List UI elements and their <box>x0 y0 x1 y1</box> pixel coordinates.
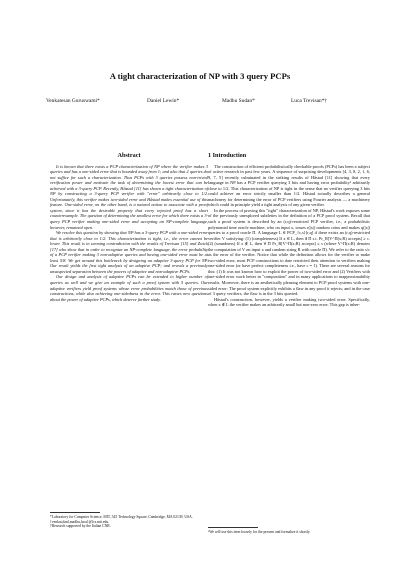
introduction-column <box>208 153 370 308</box>
abstract-paragraph: We resolve this question by showing that NP has a 3-query PCP with a one-sided error that is arbitrarily close to 1/2. This characterization is tight, i.e., the error cannot be lower. This result is in seeming contradiction with the results of Trevisan [15] and Zwick [17] who show that in order to recognize an NP-complete language, the error probability of a PCP verifier making 3 non-adaptive queries and having one-sided error must be at least 5/8. We get around this bottleneck by designing an adaptive 3-query PCP for NP. Our result yields the first tight analysis of an adaptive PCP; and reveals a previously unsuspected separation between the powers of adaptive and non-adaptive PCPs. <box>50 230 208 274</box>
author-name: Luca Trevisan*† <box>291 98 328 104</box>
introduction-paragraph: The construction of efficient probabilistically checkable proofs (PCPs) has been a subject of active research in past few years. A sequence of surprising developments [4, 3, 8, 2, 1, 6, 9, 7, 5] recently culminated in the striking results of Håstad [11] showing that every language in NP has a PCP verifier querying 3 bits and having error probability¹ arbitrarily close to 1/2. This characterization of NP is tight in the sense that no verifier querying 3 bits could achieve an error strictly smaller than 1/2. Håstad actually describes a general machinery for determining the error of PCP verifiers using Fourier analysis — a machinery which could in principle yield a tight analysis of any given verifier. <box>208 163 370 208</box>
abstract-paragraph: It is known that there exists a PCP characterization of NP where the verifier makes 3 queries and has a one-sided error that is bounded away from 1; and also that 2 queries do not suffice for such a characterization. Thus PCPs with 3 queries possess non-trivial verification power and motivate the task of determining the lowest error that can be achieved with a 3-query PCP. Recently, Håstad [11] has shown a tight characterization of NP by constructing a 3-query PCP verifier with "error" arbitrarily close to 1/2. Unfortunately, this verifier makes two-sided error and Håstad makes essential use of this feature. One-sided error, on the other hand, is a natural notion to associate with a proof system, since it has the desirable property that every rejected proof has a short counterexample. The question of determining the smallest error for which there exists a 3-query PCP verifier making one-sided error and accepting an NP-complete language, however, remained open. <box>50 163 208 230</box>
introduction-paragraph: In the process of proving this "tight" characterization of NP, Håstad's work exposes some of the previously unexplored subtleties in the definition of a PCP proof system. Recall that such a proof system is described by an (r,q)-restricted PCP verifier, i.e., a probabilistic polynomial time oracle machine, who on input x, tosses r(|x|) random coins and makes q(|x|) queries to a proof oracle Π. A language L ∈ PCP_{c,s}[r,q] if there exists an (r,q)-restricted verifier V satisfying: (1) (completeness) If x ∈ L, then ∃ Π s.t. Pr_R[V^Π(x;R) accepts] ≥ c. (2) (soundness) If x ∉ L, then ∀ Π Pr_R[V^Π(x;R) accepts] ≤ s (where V^Π(x;R) denotes the computation of V on input x and random string R with oracle Π). We refer to the ratio s/c as the error of the verifier. Notice that while the definition allows for the verifier to make two-sided error, most PCP constructions to date restricted their attention to verifiers making one-sided error (or have perfect completeness i.e., have c = 1). There are several reasons for this: (1) It was not known how to exploit the power of two-sided error and (2) Verifiers with one-sided error work better in "composition" and in many applications to inapproximability results. Moreover, there is an aesthetically pleasing element to PCP proof systems with one-sided error: The proof system explicitly exhibits a flaw in any proof it rejects; and in the case of 3 query verifiers, the flaw is in the 3 bits queried. <box>208 207 370 297</box>
author-name: Venkatesan Guruswami* <box>46 98 100 104</box>
footnotes-left <box>50 512 208 529</box>
abstract-paragraph: Our design and analysis of adaptive PCPs can be extended to higher number of queries as well and we give an example of such a proof system with 5 queries. Our adaptive verifiers yield proof systems whose error probabilities match those of previous constructions, while also achieving one-sidedness in the error. This raises new questions about the power of adaptive PCPs, which deserve further study. <box>50 274 208 302</box>
footnote: *Laboratory for Computer Science, MIT, 545 Technology Square, Cambridge, MA 02139, USA. {venkat,danl,madhu,luca}@lcs.mit.edu. <box>50 515 193 524</box>
footnotes-right <box>208 527 370 535</box>
footnote: ¹We will use this term loosely for the present and formalize it shortly. <box>208 530 311 534</box>
introduction-paragraph: Håstad's construction, however, yields a verifier making two-sided error. Specifically, when x ∉ L the verifier makes an arbitrarily small but non-zero error. This gap is inher- <box>208 296 370 308</box>
abstract-heading: Abstract <box>117 152 141 159</box>
introduction-heading: 1 Introduction <box>208 152 247 159</box>
author-name: Madhu Sudan* <box>222 98 255 104</box>
footnote-rule <box>50 512 100 513</box>
author-name: Daniel Lewin* <box>147 98 180 104</box>
footnote: †Research supported by the Italian CNR. <box>50 524 111 529</box>
paper-title: A tight characterization of NP with 3 query PCPs <box>109 71 291 81</box>
abstract-column <box>50 153 208 302</box>
footnote-rule <box>208 527 258 528</box>
